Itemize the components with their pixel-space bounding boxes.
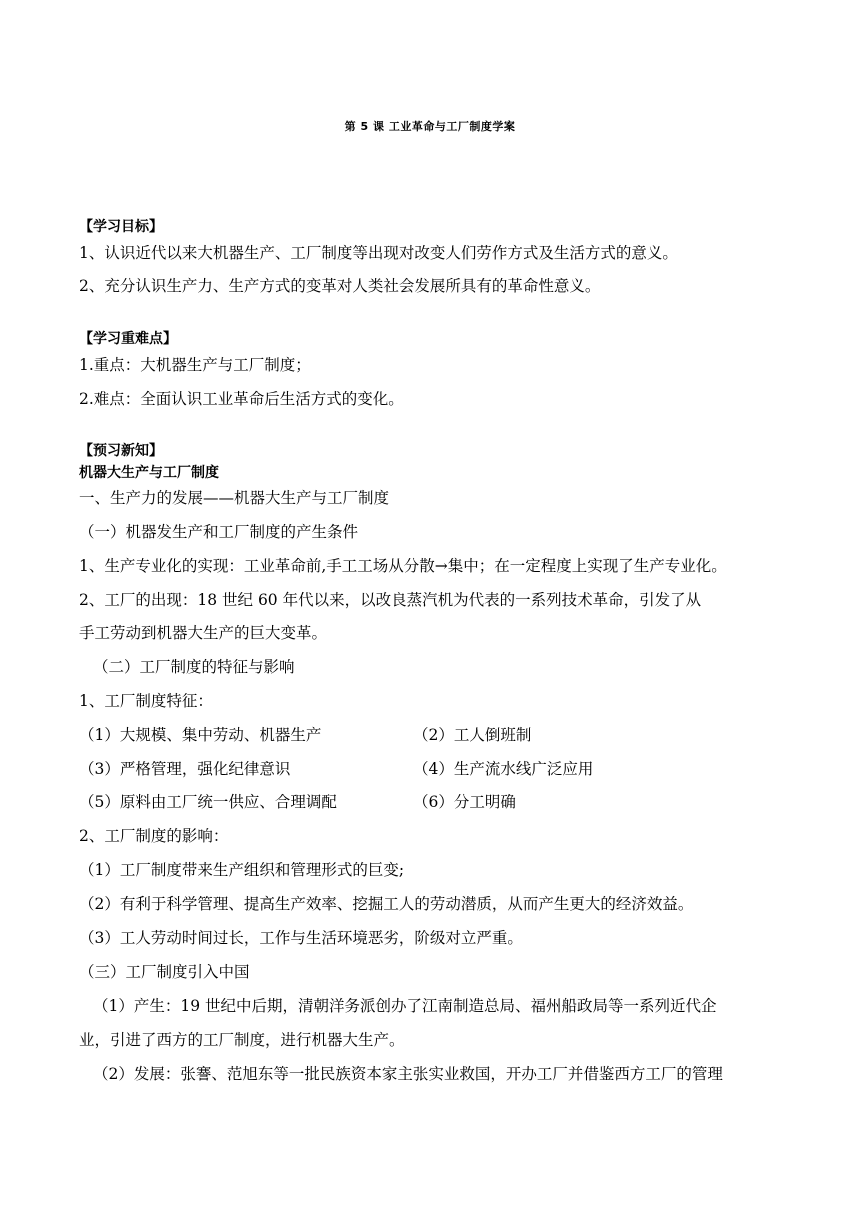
feature-item: （6）分工明确 <box>413 793 516 811</box>
impact-item: （2）有利于科学管理、提高生产效率、挖掘工人的劳动潜质，从而产生更大的经济效益。 <box>79 895 694 913</box>
sub3-item: （1）产生：19 世纪中后期，清朝洋务派创办了江南制造总局、福州船政局等一系列近代企 <box>93 997 717 1015</box>
sub2-title: （二）工厂制度的特征与影响 <box>93 658 295 676</box>
key-points-heading: 【学习重难点】 <box>79 331 177 347</box>
feature-item: （2）工人倒班制 <box>413 726 532 744</box>
preview-heading: 【预习新知】 <box>79 443 163 459</box>
sub1-item: 手工劳动到机器大生产的巨大变革。 <box>79 624 328 642</box>
sub3-item: 业，引进了西方的工厂制度，进行机器大生产。 <box>79 1031 405 1049</box>
sub3-item: （2）发展：张謇、范旭东等一批民族资本家主张实业救国，开办工厂并借鉴西方工厂的管理 <box>93 1065 723 1083</box>
feature-item: （1）大规模、集中劳动、机器生产 <box>79 726 322 744</box>
impact-item: （3）工人劳动时间过长，工作与生活环境恶劣，阶级对立严重。 <box>79 929 523 947</box>
page-title: 第 5 课 工业革命与工厂制度学案 <box>344 120 516 133</box>
features-title: 1、工厂制度特征： <box>79 692 213 710</box>
sub1-title: （一）机器发生产和工厂制度的产生条件 <box>79 523 359 541</box>
key-point-item: 1.重点：大机器生产与工厂制度； <box>79 356 311 374</box>
feature-item: （3）严格管理，强化纪律意识 <box>79 760 291 778</box>
sub1-item: 1、生产专业化的实现：工业革命前,手工工场从分散→集中；在一定程度上实现了生产专业化。 <box>79 557 727 575</box>
feature-item: （5）原料由工厂统一供应、合理调配 <box>79 793 337 811</box>
sub3-title: （三）工厂制度引入中国 <box>79 963 250 981</box>
part1-title: 一、生产力的发展——机器大生产与工厂制度 <box>79 489 390 507</box>
feature-item: （4）生产流水线广泛应用 <box>413 760 594 778</box>
objective-item: 2、充分认识生产力、生产方式的变革对人类社会发展所具有的革命性意义。 <box>79 277 601 295</box>
objectives-heading: 【学习目标】 <box>79 219 163 235</box>
preview-subheading: 机器大生产与工厂制度 <box>79 465 219 481</box>
impact-title: 2、工厂制度的影响： <box>79 827 229 845</box>
sub1-item: 2、工厂的出现：18 世纪 60 年代以来，以改良蒸汽机为代表的一系列技术革命，引发了从 <box>79 591 702 609</box>
objective-item: 1、认识近代以来大机器生产、工厂制度等出现对改变人们劳作方式及生活方式的意义。 <box>79 244 678 262</box>
impact-item: （1）工厂制度带来生产组织和管理形式的巨变; <box>79 861 405 879</box>
key-point-item: 2.难点：全面认识工业革命后生活方式的变化。 <box>79 390 404 408</box>
